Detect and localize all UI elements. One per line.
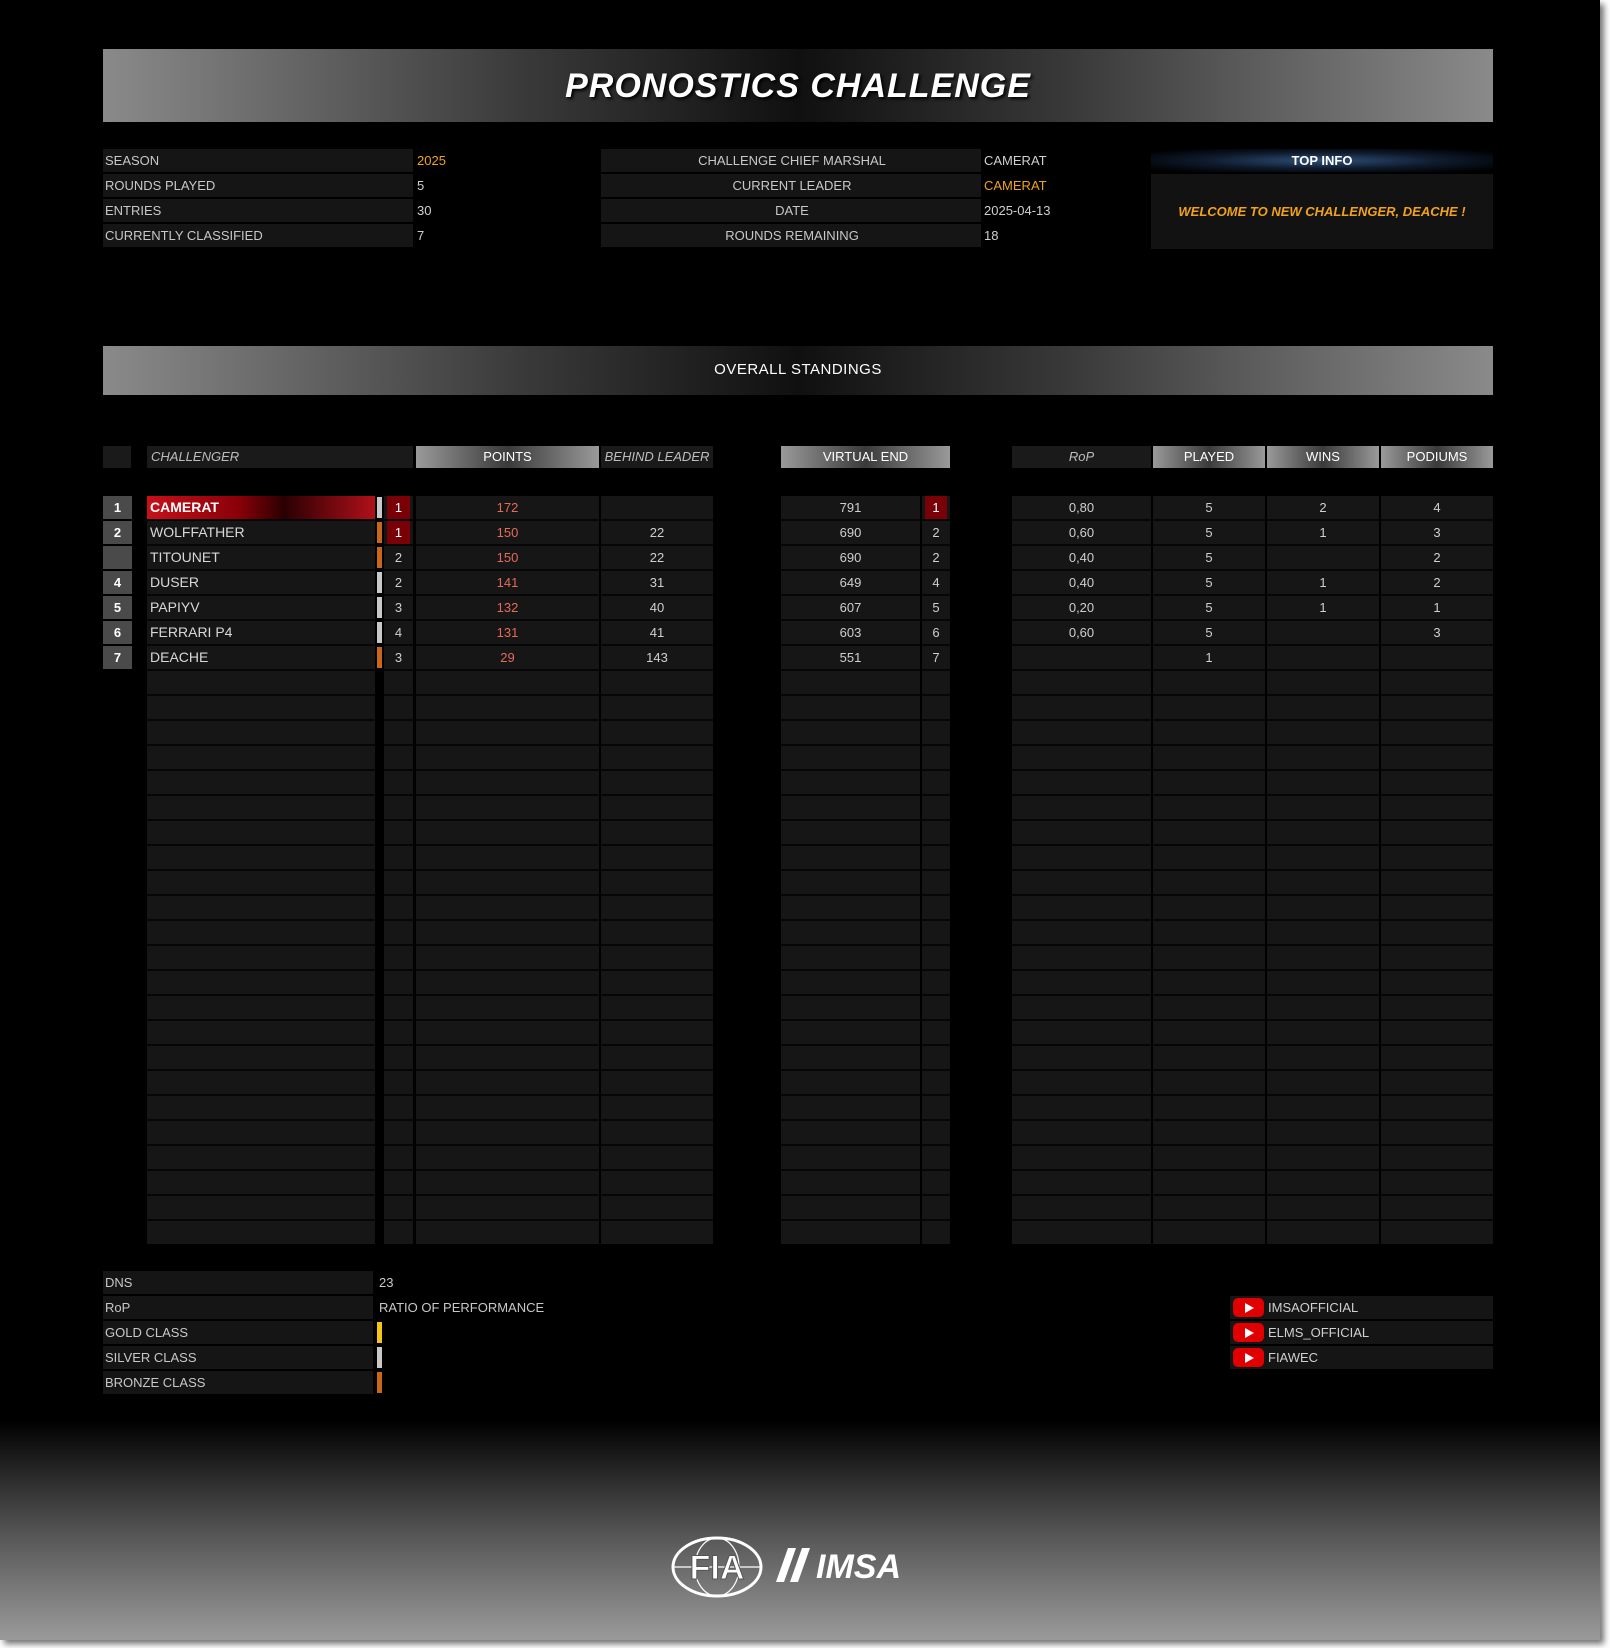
row-class-bar [377,622,382,643]
row-rop: 0,40 [1068,550,1095,565]
row-points: 172 [496,500,519,515]
row-podiums [1381,646,1493,669]
row-behind-leader [601,496,713,519]
row-points: 150 [496,550,519,565]
row-points: 132 [496,600,519,615]
imsa-logo [776,1546,932,1584]
row-virtual-end-rank: 5 [932,600,940,615]
legend-swatch [377,1372,382,1393]
legend-label: DNS [103,1271,373,1294]
standings-banner [103,346,1493,395]
info-value-rounds-played: 5 [415,174,587,197]
row-position: 1 [103,496,132,519]
row-virtual-end: 649 [839,575,862,590]
legend-label: GOLD CLASS [103,1321,373,1344]
youtube-channel-name: ELMS_OFFICIAL [1268,1325,1370,1340]
info-label-entries: ENTRIES [103,199,413,222]
header-behind-leader: BEHIND LEADER [601,446,713,468]
row-podiums: 4 [1433,500,1441,515]
row-wins: 1 [1319,575,1327,590]
info-label-season: SEASON [103,149,413,172]
row-behind-leader: 22 [649,525,665,540]
row-rop: 0,60 [1068,525,1095,540]
info-value-current-leader: CAMERAT [982,174,1144,197]
row-podiums: 3 [1433,525,1441,540]
row-virtual-end-rank: 4 [932,575,940,590]
info-value-chief-marshal: CAMERAT [982,149,1144,172]
fia-logo-text: FIA [689,1549,745,1587]
info-label-date: DATE [601,199,981,222]
header-pos-blank [103,446,131,468]
row-class-rank: 1 [387,521,410,544]
row-played: 5 [1205,525,1213,540]
row-class-rank: 2 [394,575,403,590]
row-class-rank: 2 [394,550,403,565]
legend-value: RATIO OF PERFORMANCE [379,1300,545,1315]
row-behind-leader: 41 [649,625,665,640]
legend-swatch [377,1322,382,1343]
row-virtual-end: 791 [839,500,862,515]
row-behind-leader: 22 [649,550,665,565]
row-challenger-name: WOLFFATHER [150,524,245,540]
row-position: 7 [103,646,132,669]
row-rop: 0,60 [1068,625,1095,640]
row-challenger-name: TITOUNET [150,549,220,565]
row-virtual-end: 603 [839,625,862,640]
youtube-link[interactable] [1230,1321,1493,1344]
youtube-link[interactable] [1230,1296,1493,1319]
row-class-bar [377,572,382,593]
row-virtual-end: 607 [839,600,862,615]
header-rop: RoP [1012,446,1151,468]
header-wins: WINS [1267,446,1379,468]
youtube-channel-name: FIAWEC [1268,1350,1319,1365]
row-challenger-name: DUSER [150,574,200,590]
row-played: 5 [1205,550,1213,565]
row-points: 131 [496,625,519,640]
top-info-message: WELCOME TO NEW CHALLENGER, DEACHE ! [1151,174,1493,249]
row-challenger-name: CAMERAT [147,496,375,519]
info-label-rounds-played: ROUNDS PLAYED [103,174,413,197]
row-position [103,546,132,569]
row-virtual-end-rank: 2 [932,525,940,540]
row-class-bar [377,497,382,518]
row-wins [1267,621,1379,644]
legend-label: SILVER CLASS [103,1346,373,1369]
row-wins: 1 [1319,600,1327,615]
row-class-bar [377,647,382,668]
row-rop [1012,646,1151,669]
fia-logo [671,1536,763,1598]
youtube-channel-name: IMSAOFFICIAL [1268,1300,1359,1315]
info-value-classified: 7 [415,224,587,247]
header-challenger: CHALLENGER [147,446,413,468]
row-played: 5 [1205,600,1213,615]
row-virtual-end-rank: 1 [925,496,947,519]
row-virtual-end: 551 [839,650,862,665]
row-class-rank: 4 [394,625,403,640]
row-played: 5 [1205,500,1213,515]
row-virtual-end: 690 [839,550,862,565]
youtube-link[interactable] [1230,1346,1493,1369]
row-behind-leader: 143 [646,650,668,665]
row-class-rank: 3 [394,600,403,615]
row-virtual-end-rank: 7 [932,650,940,665]
legend-label: BRONZE CLASS [103,1371,373,1394]
info-label-classified: CURRENTLY CLASSIFIED [103,224,413,247]
info-label-rounds-remaining: ROUNDS REMAINING [601,224,981,247]
row-class-bar [377,547,382,568]
row-rop: 0,80 [1068,500,1095,515]
row-class-rank: 3 [394,650,403,665]
row-played: 5 [1205,575,1213,590]
row-position: 4 [103,571,132,594]
row-behind-leader: 40 [649,600,665,615]
info-label-current-leader: CURRENT LEADER [601,174,981,197]
row-podiums: 3 [1433,625,1441,640]
row-behind-leader: 31 [649,575,665,590]
row-points: 150 [496,525,519,540]
row-challenger-name: PAPIYV [150,599,200,615]
youtube-icon [1233,1348,1264,1367]
row-wins [1267,646,1379,669]
row-position: 6 [103,621,132,644]
imsa-logo-text: IMSA [816,1548,901,1584]
row-virtual-end-rank: 2 [932,550,940,565]
info-label-chief-marshal: CHALLENGE CHIEF MARSHAL [601,149,981,172]
header-points: POINTS [416,446,599,468]
youtube-icon [1233,1298,1264,1317]
legend-value: 23 [379,1275,394,1290]
row-played: 5 [1205,625,1213,640]
legend-swatch [377,1347,382,1368]
header-played: PLAYED [1153,446,1265,468]
row-wins [1267,546,1379,569]
row-challenger-name: FERRARI P4 [150,624,233,640]
row-points: 29 [500,650,515,665]
legend-label: RoP [103,1296,373,1319]
page-title: PRONOSTICS CHALLENGE [565,67,1031,105]
row-class-rank: 1 [387,496,410,519]
row-wins: 2 [1319,500,1327,515]
youtube-icon [1233,1323,1264,1342]
row-rop: 0,40 [1068,575,1095,590]
info-value-rounds-remaining: 18 [982,224,1144,247]
header-virtual-end: VIRTUAL END [781,446,950,468]
title-banner [103,49,1493,122]
row-position: 5 [103,596,132,619]
row-played: 1 [1205,650,1213,665]
row-position: 2 [103,521,132,544]
row-virtual-end-rank: 6 [932,625,940,640]
row-podiums: 2 [1433,575,1441,590]
row-virtual-end: 690 [839,525,862,540]
row-rop: 0,20 [1068,600,1095,615]
info-value-date: 2025-04-13 [982,199,1144,222]
row-challenger-name: DEACHE [150,649,209,665]
row-podiums: 2 [1433,550,1441,565]
row-class-bar [377,522,382,543]
row-podiums: 1 [1433,600,1441,615]
standings-title: OVERALL STANDINGS [714,361,882,378]
info-value-season: 2025 [415,149,587,172]
top-info-title: TOP INFO [1151,149,1493,172]
row-wins: 1 [1319,525,1327,540]
row-points: 141 [496,575,519,590]
info-value-entries: 30 [415,199,587,222]
footer-fade [0,1420,1600,1640]
row-class-bar [377,597,382,618]
header-podiums: PODIUMS [1381,446,1493,468]
